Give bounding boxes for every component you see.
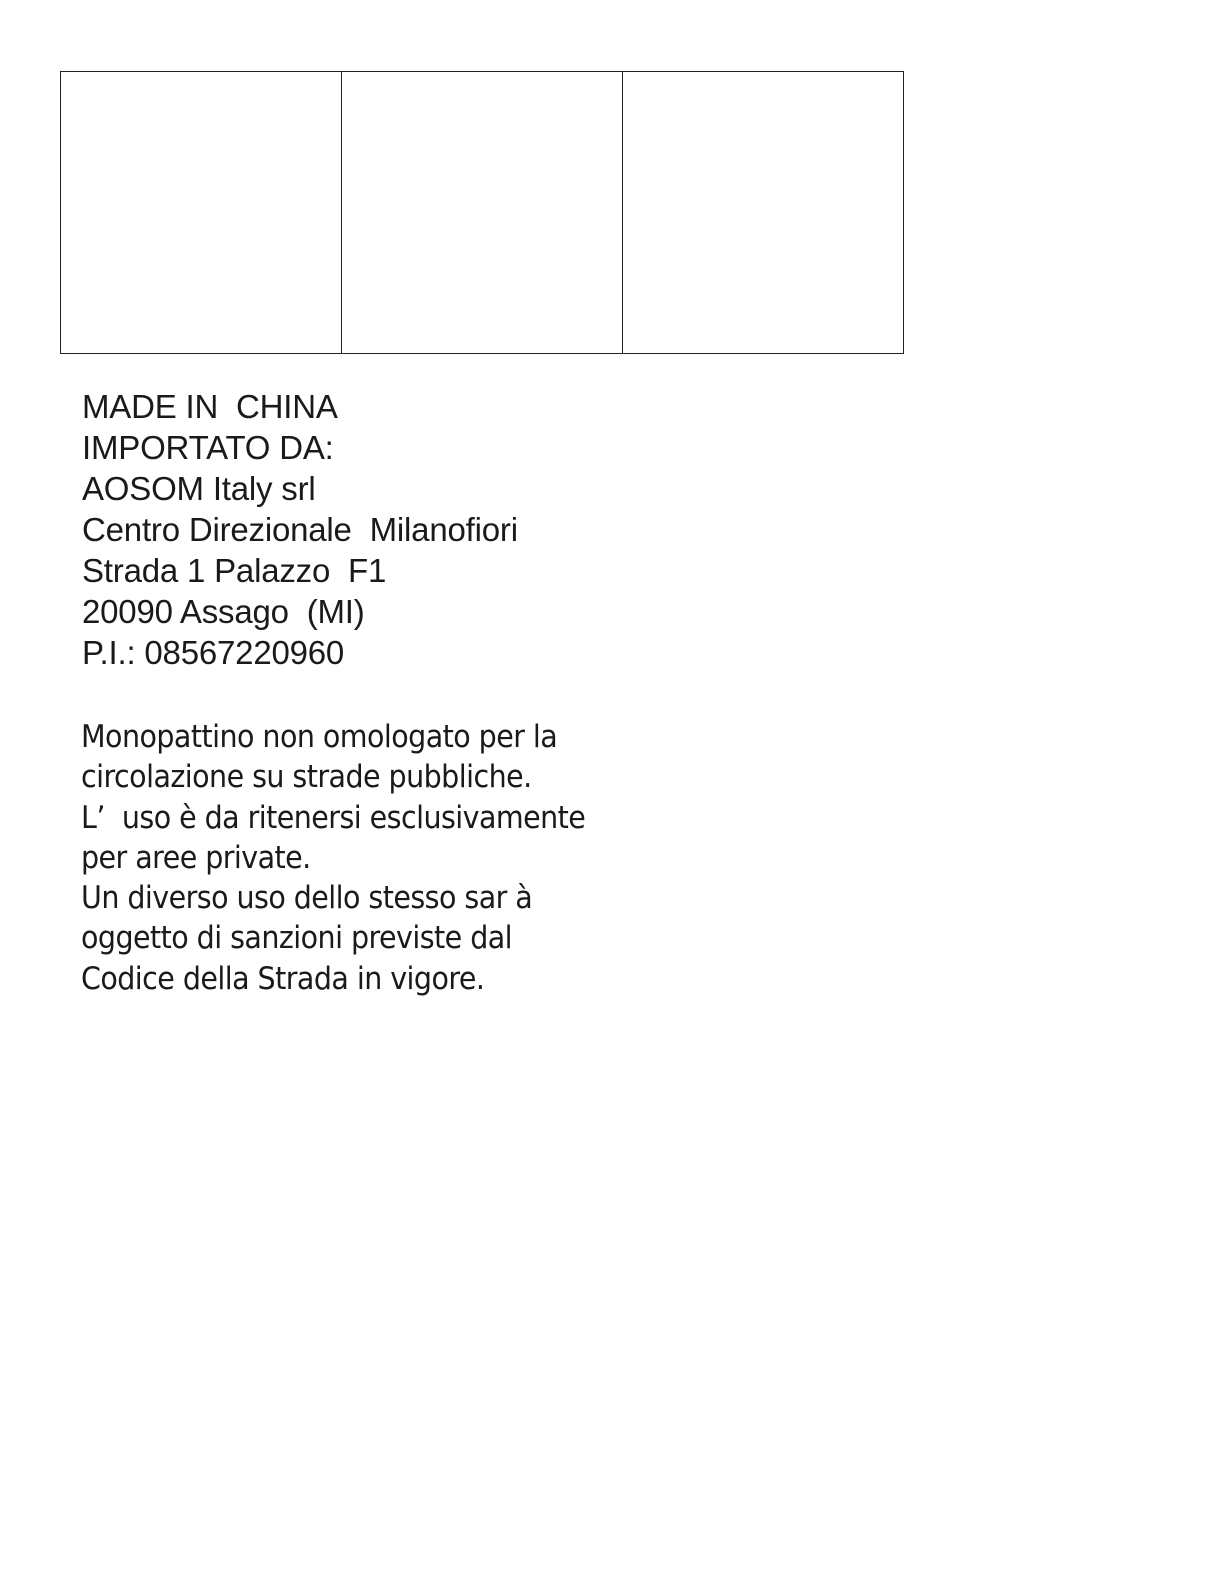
empty-grid-table	[60, 71, 904, 354]
vat-number: P.I.: 08567220960	[82, 634, 345, 671]
notice-line: Un diverso uso dello stesso sar à	[81, 880, 533, 917]
notice-line: oggetto di sanzioni previste dal	[81, 920, 513, 957]
address-line-1: Centro Direzionale Milanofiori	[82, 511, 518, 548]
notice-line: per aree private.	[81, 839, 311, 876]
notice-line: Monopattino non omologato per la	[81, 719, 558, 755]
notice-line: L’ uso è da ritenersi esclusivamente	[81, 799, 586, 836]
imported-by-label: IMPORTATO DA:	[82, 429, 334, 466]
empty-cell-2	[342, 72, 623, 354]
address-line-2: Strada 1 Palazzo F1	[82, 552, 387, 589]
made-in-line: MADE IN CHINA	[82, 388, 338, 425]
empty-cell-3	[623, 72, 904, 354]
importer-info	[82, 386, 518, 673]
empty-cell-1	[61, 72, 342, 354]
usage-notice	[81, 717, 585, 999]
address-line-3: 20090 Assago (MI)	[82, 593, 365, 630]
notice-line: Codice della Strada in vigore.	[81, 960, 485, 997]
company-name: AOSOM Italy srl	[82, 470, 316, 507]
notice-line: circolazione su strade pubbliche.	[81, 759, 532, 796]
table-row	[61, 72, 904, 354]
